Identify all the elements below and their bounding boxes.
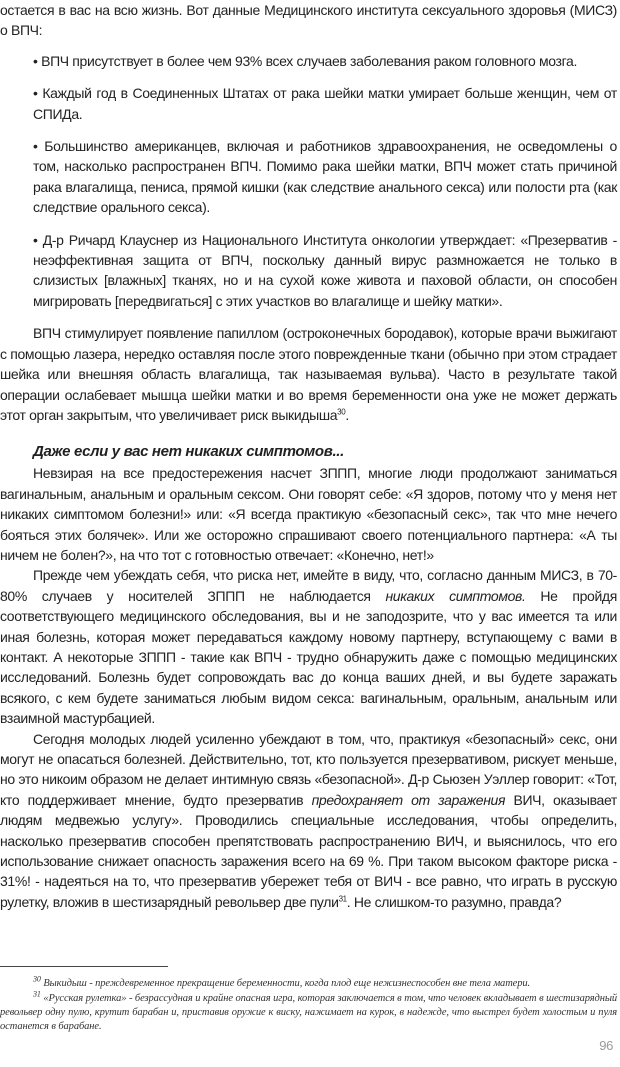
- bullet-item: • Каждый год в Соединенных Штатах от рака шейки матки умирает больше женщин, чем от СПИДа.: [33, 85, 617, 122]
- paragraph-statistics: [0, 565, 617, 728]
- bullet-item: • Д-р Ричард Клауснер из Национального Института онкологии утверждает: «Презерватив - неэффективная защита от ВПЧ, поскольку данный вирус размножается не только в слизистых [влажных] тканях, но и на сухой коже живота и паховой области, он способен мигрировать [передвигаться] с этих участков во влагалище и шейку матки».: [33, 231, 617, 309]
- paragraph-intro: остается в вас на всю жизнь. Вот данные Медицинского института сексуального здоровья (МИСЗ) о ВПЧ:: [0, 2, 617, 39]
- bullet-item: • Большинство американцев, включая и работников здравоохранения, не осведомлены о том, насколько распространен ВПЧ. Помимо рака шейки матки, ВПЧ может стать причиной рака влагалища, пениса, прямой кишки (как следствие анального секса) или полости рта (как следствие орального секса).: [33, 138, 617, 216]
- bullet-item: • ВПЧ присутствует в более чем 93% всех случаев заболевания раком головного мозга.: [33, 52, 578, 69]
- paragraph-text: ВИЧ, оказывает людям медвежью услугу». Проводились специальные исследования, чтобы определить, насколько презерватив способен препятствовать распространению ВИЧ, и выяснилось, что его использование снижает опасность заражения всего на 69 %. При таком высоком факторе риска - 31%! - надеяться на то, что презерватив убережет тебя от ВИЧ - все равно, что играть в русскую рулетку, вложив в шестизарядный револьвер две пули: [0, 791, 617, 910]
- paragraph-no-symptoms: Невзирая на все предостережения насчет ЗППП, многие люди продолжают заниматься вагинальным, анальным и оральным сексом. Они говорят себе: «Я здоров, потому что у меня нет никаких симптомом болезни!» или: «Я всегда практикую «безопасный секс», так что мне нечего бояться этих болячек». Или же осторожно спрашивают своего потенциального партнера: «А ты ничем не болен?», на что тот с готовностью отвечает: «Конечно, нет!»: [0, 465, 617, 563]
- footnote-number: 31: [33, 989, 41, 999]
- page-number: 96: [599, 1038, 613, 1054]
- emphasis: предохраняет от заражения: [311, 791, 506, 808]
- paragraph-text: . Не слишком-то разумно, правда?: [346, 893, 562, 910]
- section-heading: Даже если у вас нет никаких симптомов...: [33, 443, 344, 461]
- footnote-31: [0, 989, 617, 1035]
- footnote-divider: [0, 966, 168, 967]
- paragraph-text: Сегодня молодых людей усиленно убеждают в том, что, практикуя «безопасный» секс, они могут не опасаться болезней. Действительно, тот, кто пользуется презервативом, рискует меньше, но это никоим образом не делает интимную связь «безопасной». Д-р Сьюзен Уэллер говорит: «Тот, кто поддерживает мнение, будто презерватив: [0, 730, 617, 808]
- paragraph-text: ВПЧ стимулирует появление папиллом (остроконечных бородавок), которые врачи выжигают с помощью лазера, нередко оставляя после этого поврежденные ткани (обычно при этом страдает шейка или внешняя область влагалища, так называемая вульва). Часто в результате такой операции ослабевает мышца шейки матки и во время беременности она уже не может держать этот орган закрытым, что увеличивает риск выкидыша: [0, 325, 617, 423]
- emphasis: никаких симптомов.: [385, 587, 526, 604]
- footnote-ref[interactable]: 31: [338, 894, 347, 904]
- paragraph-condoms: [0, 729, 617, 913]
- footnote-ref[interactable]: 30: [337, 407, 346, 417]
- footnote-number: 30: [33, 974, 41, 984]
- footnote-text: Выкидыш - преждевременное прекращение беременности, когда плод еще нежизнеспособен вне тела матери.: [43, 978, 531, 990]
- footnote-text: «Русская рулетка» - безрассудная и крайне опасная игра, которая заключается в том, что человек вкладывает в шестизарядный револьвер одну пулю, крутит барабан и, приставив оружие к виску, нажимает на курок, в надежде, что выстрел будет холостым и пуля останется в барабане.: [0, 992, 617, 1033]
- paragraph-text: Прежде чем убеждать себя, что риска нет, имейте в виду, что, согласно данным МИСЗ, в 70-80% случаев у носителей ЗППП не наблюдается: [0, 567, 617, 604]
- paragraph-text: Не пройдя соответствующего медицинского обследования, вы и не заподозрите, что у вас имеется та или иная болезнь, которая может передаваться каждому новому партнеру, вступающему с вами в контакт. А некоторые ЗППП - такие как ВПЧ - трудно обнаружить даже с помощью медицинских исследований. Болезнь будет сопровождать вас до конца ваших дней, и вы будете заражать всякого, с кем будете заниматься любым видом секса: вагинальным, оральным, анальным или взаимной мастурбацией.: [0, 587, 617, 727]
- paragraph-text: .: [345, 406, 349, 423]
- paragraph-hpv: [0, 323, 617, 425]
- footnote-30: [0, 974, 617, 991]
